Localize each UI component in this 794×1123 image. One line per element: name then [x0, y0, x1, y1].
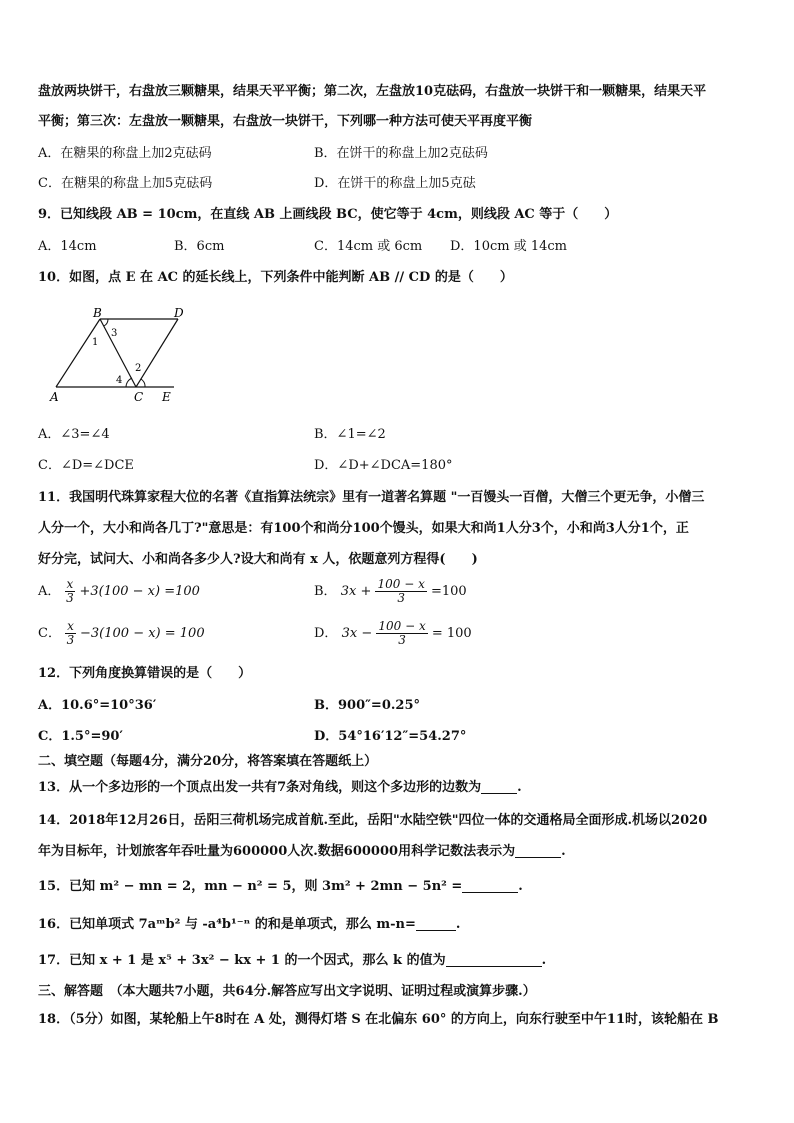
q8-option-b: B．在饼干的称盘上加2克砝码 — [314, 146, 488, 161]
q14-line1: 14．2018年12月26日，岳阳三荷机场完成首航.至此，岳阳"水陆空铁"四位一体的交通格局全面形成.机场以2020 — [38, 813, 708, 828]
option-prefix: 3x − — [341, 626, 373, 641]
q9-stem: 9．已知线段 AB = 10cm，在直线 AB 上画线段 BC，使它等于 4cm，则线段 AC 等于（ ） — [38, 207, 618, 222]
answer-blank[interactable] — [481, 779, 517, 794]
label-angle-1: 1 — [92, 337, 99, 348]
label-e: E — [162, 390, 171, 404]
label-angle-4: 4 — [116, 375, 123, 386]
q11-option-b — [314, 578, 467, 605]
q12-option-d: D．54°16′12″=54.27° — [314, 729, 467, 744]
q8-stem-line2: 平衡；第三次：左盘放一颗糖果，右盘放一块饼干，下列哪一种方法可使天平再度平衡 — [38, 114, 533, 129]
q11-option-d — [314, 620, 472, 647]
q10-figure — [44, 305, 194, 405]
q8-stem-line1: 盘放两块饼干，右盘放三颗糖果，结果天平平衡；第二次，左盘放10克砝码，右盘放一块饼干和一颗糖果，结果天平 — [38, 84, 707, 99]
q16 — [38, 915, 460, 935]
option-label: C． — [38, 626, 61, 641]
q14-line2 — [38, 842, 566, 862]
q13 — [38, 778, 522, 798]
q8-option-a: A．在糖果的称盘上加2克砝码 — [38, 146, 212, 161]
option-label: B． — [314, 584, 337, 599]
q10-option-d: D．∠D+∠DCA=180° — [314, 458, 453, 473]
q10-option-b: B．∠1=∠2 — [314, 427, 386, 442]
q17-text: 17．已知 x + 1 是 x⁵ + 3x² − kx + 1 的一个因式，那么 k 的值为 — [38, 953, 446, 968]
option-prefix: 3x + — [340, 584, 372, 599]
q8-option-c: C．在糖果的称盘上加5克砝码 — [38, 176, 213, 191]
q17 — [38, 951, 546, 971]
period: . — [455, 917, 461, 932]
segment-cd — [136, 319, 178, 387]
q12-option-c: C．1.5°=90′ — [38, 729, 123, 744]
option-rest: = 100 — [431, 626, 472, 641]
fraction: $\frac{x}{3}$ — [66, 577, 74, 605]
answer-blank[interactable] — [462, 878, 518, 893]
label-angle-2: 2 — [135, 363, 142, 374]
option-label: D． — [314, 626, 338, 641]
answer-blank[interactable] — [446, 952, 542, 967]
q15-text: 15．已知 m² − mn = 2，mn − n² = 5，则 3m² + 2mn − 5n² = — [38, 879, 463, 894]
q10-stem: 10．如图，点 E 在 AC 的延长线上，下列条件中能判断 AB // CD 的是（ ） — [38, 270, 513, 285]
q9-option-b: B．6cm — [174, 239, 225, 254]
q16-text: 16．已知单项式 7aᵐb² 与 -a⁴b¹⁻ⁿ 的和是单项式，那么 m-n= — [38, 917, 416, 932]
label-b: B — [93, 306, 102, 320]
q11-stem-line1: 11．我国明代珠算家程大位的名著《直指算法统宗》里有一道著名算题 "一百馒头一百僧，大僧三个更无争，小僧三 — [38, 490, 705, 505]
period: . — [517, 780, 522, 795]
q9-option-c: C．14cm 或 6cm — [314, 239, 423, 254]
q12-option-a: A．10.6°=10°36′ — [38, 698, 157, 713]
q9-option-a: A．14cm — [38, 239, 97, 254]
angle-4-arc — [126, 378, 132, 387]
section-2-heading: 二、填空题（每题4分，满分20分，将答案填在答题纸上） — [38, 754, 378, 769]
option-label: A． — [38, 584, 61, 599]
q12-stem: 12．下列角度换算错误的是（ ） — [38, 666, 252, 681]
period: . — [541, 953, 547, 968]
q11-option-c — [38, 620, 205, 647]
fraction: $\frac{100 - x}{3}$ — [377, 577, 425, 605]
q8-option-d: D．在饼干的称盘上加5克砝 — [314, 176, 476, 191]
fraction: $\frac{100 - x}{3}$ — [378, 619, 426, 647]
section-3-heading: 三、解答题 （本大题共7小题，共64分.解答应写出文字说明、证明过程或演算步骤.） — [38, 984, 536, 999]
label-a: A — [50, 390, 59, 404]
angle-2-arc — [141, 379, 145, 387]
q11-stem-line3: 好分完，试问大、小和尚各多少人?设大和尚有 x 人，依题意列方程得( ) — [38, 552, 478, 567]
label-d: D — [174, 306, 184, 320]
option-rest: =100 — [430, 584, 467, 599]
q15 — [38, 877, 523, 897]
q11-stem-line2: 人分一个，大小和尚各几丁?"意思是：有100个和尚分100个馒头，如果大和尚1人分3个，小和尚3人分1个，正 — [38, 521, 689, 536]
label-c: C — [134, 390, 144, 404]
fraction: $\frac{x}{3}$ — [66, 619, 75, 647]
q9-option-d: D．10cm 或 14cm — [450, 239, 567, 254]
period: . — [561, 844, 566, 859]
q14-text: 年为目标年，计划旅客年吞吐量为600000人次.数据600000用科学记数法表示为 — [38, 844, 516, 859]
period: . — [518, 879, 523, 894]
q10-option-c: C．∠D=∠DCE — [38, 458, 134, 473]
option-rest: −3(100 − x) = 100 — [80, 626, 205, 641]
q18-stem: 18．（5分）如图，某轮船上午8时在 A 处，测得灯塔 S 在北偏东 60° 的方向上，向东行驶至中午11时，该轮船在 B — [38, 1012, 719, 1027]
angle-3-arc — [104, 319, 108, 326]
answer-blank[interactable] — [515, 843, 561, 858]
q12-option-b: B．900″=0.25° — [314, 698, 420, 713]
segment-ab — [56, 319, 100, 387]
option-rest: +3(100 − x) =100 — [79, 584, 200, 599]
label-angle-3: 3 — [111, 328, 118, 339]
q13-text: 13．从一个多边形的一个顶点出发一共有7条对角线，则这个多边形的边数为 — [38, 780, 482, 795]
q11-option-a — [38, 578, 200, 605]
q10-option-a: A．∠3=∠4 — [38, 427, 110, 442]
answer-blank[interactable] — [416, 916, 456, 931]
